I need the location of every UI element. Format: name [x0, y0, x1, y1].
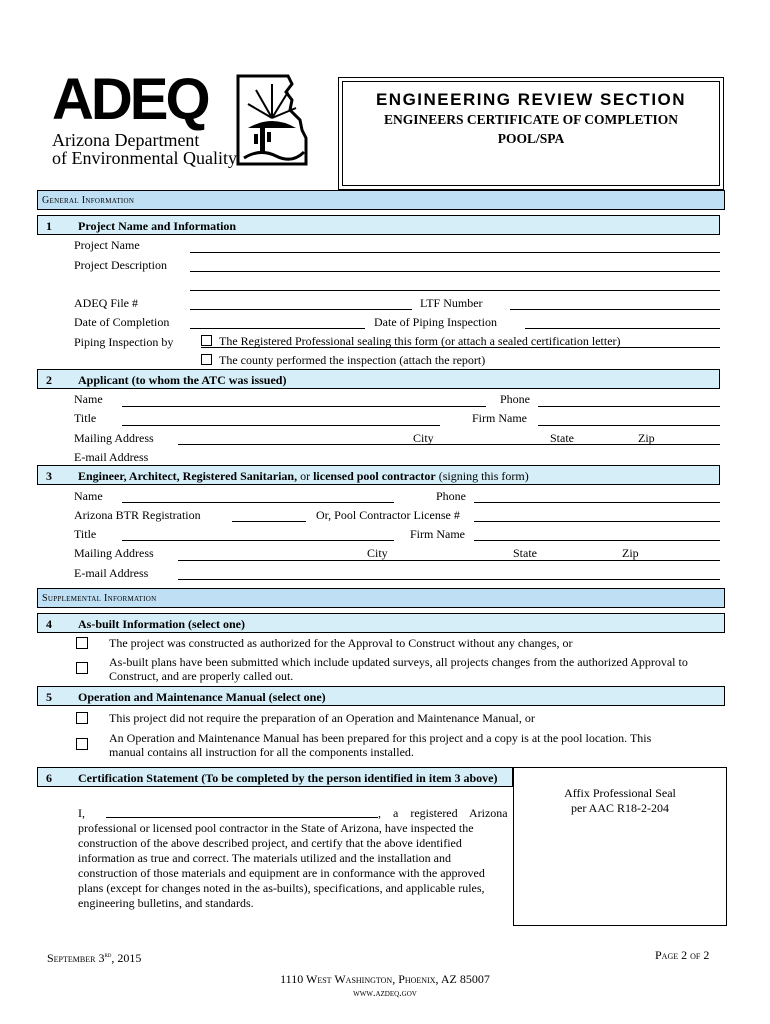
signer-mailing-field[interactable]: [178, 560, 720, 561]
date-completion-field[interactable]: [190, 328, 365, 329]
logo-line1: Arizona Department: [52, 130, 200, 150]
signer-email-field[interactable]: [178, 579, 720, 580]
piping-professional-underline: [201, 347, 720, 348]
applicant-zip-label: Zip: [638, 431, 655, 445]
cert-i-label: I,: [78, 806, 85, 820]
signer-phone-label: Phone: [436, 489, 466, 503]
applicant-mailing-label: Mailing Address: [74, 431, 154, 445]
section-1-header: 1 Project Name and Information: [37, 215, 720, 235]
applicant-name-field[interactable]: [122, 406, 486, 407]
signer-title-field[interactable]: [122, 540, 394, 541]
project-description-field-2[interactable]: [190, 290, 720, 291]
project-description-field[interactable]: [190, 271, 720, 272]
asbuilt-submitted-label-1: As-built plans have been submitted which include updated surveys, all projects changes from the authorized Approval to: [109, 655, 688, 669]
pool-spa-subtitle: POOL/SPA: [497, 131, 565, 146]
cert-registered-text: , a registered Arizona: [378, 806, 508, 820]
certification-statement: professional or licensed pool contractor in the State of Arizona, have inspected the construction of the above described project, and certify that the above identified information as true and correct. The materials utilized and the installation and construction of those materials and equipment are in conformance with the approved plans (except for changes noted in the as-builts), specifications, and applicable rules, engineering bulletins, and standards.: [78, 821, 485, 910]
logo-acronym: ADEQ: [52, 67, 208, 132]
logo-line2: of Environmental Quality: [52, 148, 237, 168]
signer-license-field[interactable]: [474, 521, 720, 522]
ltf-number-field[interactable]: [510, 309, 720, 310]
applicant-name-label: Name: [74, 392, 103, 406]
project-name-field[interactable]: [190, 252, 720, 253]
signer-title-label: Title: [74, 527, 97, 541]
section-3-header: 3 Engineer, Architect, Registered Sanitarian, or licensed pool contractor (signing this form): [37, 465, 720, 485]
arizona-sun-cactus-icon: [230, 70, 312, 170]
date-piping-field[interactable]: [525, 328, 720, 329]
applicant-firm-field[interactable]: [538, 425, 720, 426]
signer-license-label: Or, Pool Contractor License #: [316, 508, 460, 522]
signer-btr-field[interactable]: [232, 521, 306, 522]
signer-city-label: City: [367, 546, 388, 560]
adeq-file-field[interactable]: [190, 309, 412, 310]
piping-county-checkbox[interactable]: [201, 354, 212, 365]
section-4-header: 4 As-built Information (select one): [37, 613, 725, 633]
ltf-number-label: LTF Number: [420, 296, 483, 310]
signer-firm-label: Firm Name: [410, 527, 465, 541]
om-not-required-label: This project did not require the preparation of an Operation and Maintenance Manual, or: [109, 711, 535, 725]
footer-page-number: Page 2 of 2: [655, 948, 710, 962]
om-prepared-checkbox[interactable]: [76, 738, 88, 750]
supplemental-information-header: Supplemental Information: [37, 588, 725, 608]
footer-website[interactable]: www.azdeq.gov: [353, 988, 417, 999]
signer-name-label: Name: [74, 489, 103, 503]
applicant-title-label: Title: [74, 411, 97, 425]
signer-mailing-label: Mailing Address: [74, 546, 154, 560]
footer-date: September 3rd, 2015: [47, 951, 142, 965]
applicant-phone-label: Phone: [500, 392, 530, 406]
asbuilt-submitted-checkbox[interactable]: [76, 662, 88, 674]
general-information-header: General Information: [37, 190, 725, 210]
signer-state-label: State: [513, 546, 537, 560]
date-piping-label: Date of Piping Inspection: [374, 315, 497, 329]
asbuilt-submitted-label-2: Construct, and are properly called out.: [109, 669, 294, 683]
piping-by-label: Piping Inspection by: [74, 335, 174, 349]
applicant-state-label: State: [550, 431, 574, 445]
signer-phone-field[interactable]: [474, 502, 720, 503]
signer-zip-label: Zip: [622, 546, 639, 560]
section-5-header: 5 Operation and Maintenance Manual (select one): [37, 686, 725, 706]
project-name-label: Project Name: [74, 238, 140, 252]
section-title: ENGINEERING REVIEW SECTION: [375, 90, 687, 109]
applicant-city-label: City: [413, 431, 434, 445]
applicant-phone-field[interactable]: [538, 406, 720, 407]
om-not-required-checkbox[interactable]: [76, 712, 88, 724]
professional-seal-box: [513, 767, 727, 926]
applicant-firm-label: Firm Name: [472, 411, 527, 425]
applicant-email-label: E-mail Address: [74, 450, 149, 464]
date-completion-label: Date of Completion: [74, 315, 170, 329]
piping-professional-checkbox[interactable]: [201, 335, 212, 346]
certificate-subtitle: ENGINEERS CERTIFICATE OF COMPLETION: [384, 112, 678, 127]
adeq-logo: [50, 67, 312, 170]
piping-professional-label: The Registered Professional sealing this form (or attach a sealed certification letter): [219, 334, 621, 348]
cert-signer-name-field[interactable]: [106, 817, 378, 818]
om-prepared-label-2: manual contains all instruction for all the components installed.: [109, 745, 414, 759]
asbuilt-no-changes-label: The project was constructed as authorized for the Approval to Construct without any changes, or: [109, 636, 573, 650]
title-box: [338, 77, 724, 190]
section-2-header: 2 Applicant (to whom the ATC was issued): [37, 369, 720, 389]
asbuilt-no-changes-checkbox[interactable]: [76, 637, 88, 649]
section-6-header: 6 Certification Statement (To be completed by the person identified in item 3 above): [37, 767, 513, 787]
seal-label-1: Affix Professional Seal: [564, 786, 676, 800]
signer-firm-field[interactable]: [474, 540, 720, 541]
signer-btr-label: Arizona BTR Registration: [74, 508, 201, 522]
adeq-file-label: ADEQ File #: [74, 296, 138, 310]
applicant-title-field[interactable]: [122, 425, 440, 426]
project-description-label: Project Description: [74, 258, 167, 272]
om-prepared-label-1: An Operation and Maintenance Manual has been prepared for this project and a copy is at the pool location. This: [109, 731, 652, 745]
footer-address: 1110 West Washington, Phoenix, AZ 85007: [280, 972, 490, 986]
signer-name-field[interactable]: [122, 502, 394, 503]
piping-county-label: The county performed the inspection (attach the report): [219, 353, 486, 367]
seal-label-2: per AAC R18-2-204: [571, 801, 669, 815]
signer-email-label: E-mail Address: [74, 566, 149, 580]
